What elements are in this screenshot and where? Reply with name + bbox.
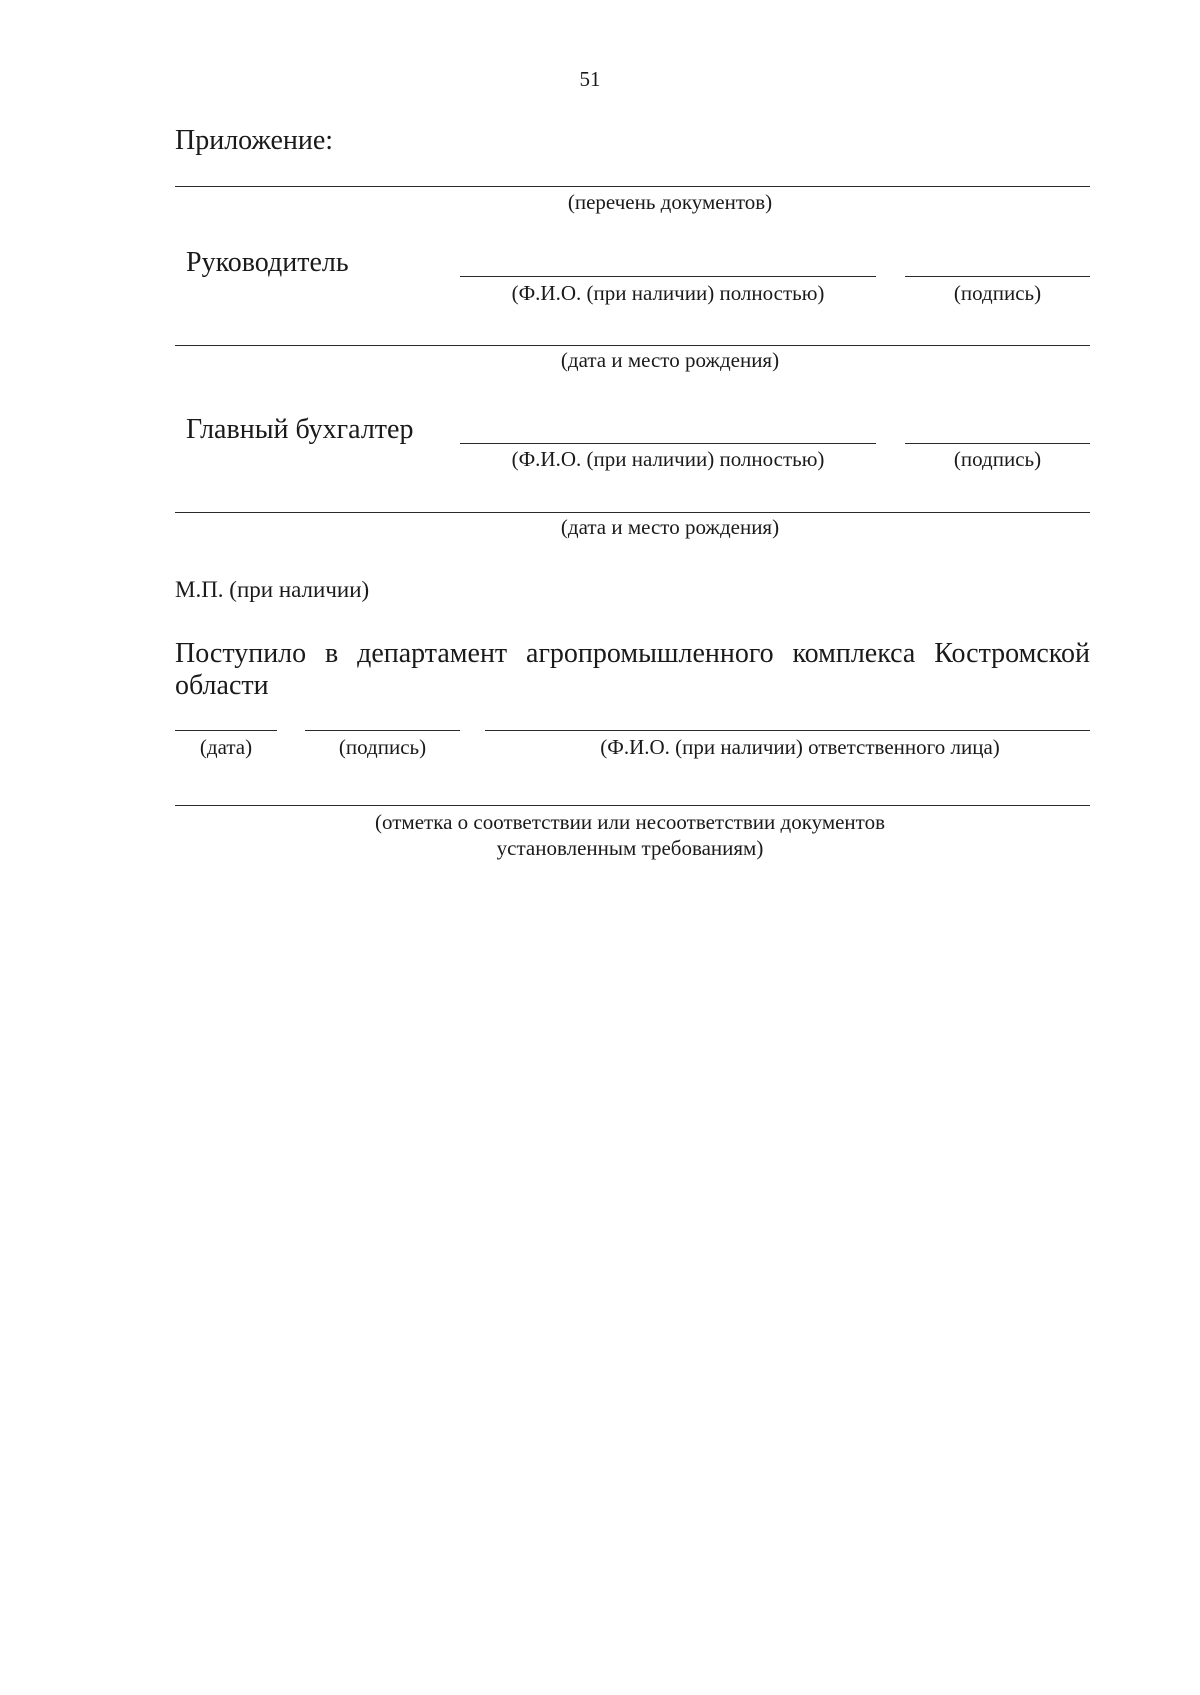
received-date-line[interactable] — [175, 730, 277, 731]
received-word-6: Костромской — [934, 638, 1090, 669]
head-birth-caption: (дата и место рождения) — [560, 348, 780, 372]
received-word-4: агропромышленного — [526, 638, 774, 669]
head-name-line[interactable] — [460, 276, 876, 277]
accountant-name-line[interactable] — [460, 443, 876, 444]
accountant-birth-caption: (дата и место рождения) — [560, 515, 780, 539]
received-word-5: комплекса — [792, 638, 916, 669]
received-person-caption: (Ф.И.О. (при наличии) ответственного лица) — [600, 735, 1000, 759]
accountant-name-caption: (Ф.И.О. (при наличии) полностью) — [511, 447, 825, 471]
compliance-line[interactable] — [175, 805, 1090, 806]
seal-label: М.П. (при наличии) — [175, 577, 370, 602]
attachment-line[interactable] — [175, 186, 1090, 187]
received-word-2: в — [325, 638, 339, 669]
page-number: 51 — [579, 67, 601, 91]
received-person-line[interactable] — [485, 730, 1090, 731]
compliance-caption-line2: установленным требованиям) — [496, 836, 764, 860]
attachment-caption: (перечень документов) — [567, 190, 773, 214]
accountant-signature-caption: (подпись) — [953, 447, 1042, 471]
head-name-caption: (Ф.И.О. (при наличии) полностью) — [511, 281, 825, 305]
received-date-caption: (дата) — [199, 735, 253, 759]
head-birth-line[interactable] — [175, 345, 1090, 346]
accountant-birth-line[interactable] — [175, 512, 1090, 513]
head-title: Руководитель — [186, 247, 349, 278]
received-text-line1 — [175, 637, 1090, 671]
accountant-signature-line[interactable] — [905, 443, 1090, 444]
head-signature-caption: (подпись) — [953, 281, 1042, 305]
head-signature-line[interactable] — [905, 276, 1090, 277]
received-signature-caption: (подпись) — [338, 735, 427, 759]
received-word-3: департамент — [357, 638, 508, 669]
accountant-title: Главный бухгалтер — [186, 414, 414, 445]
attachment-label: Приложение: — [175, 125, 334, 156]
received-text-line2: области — [175, 670, 269, 701]
received-signature-line[interactable] — [305, 730, 460, 731]
received-word-1: Поступило — [175, 638, 307, 669]
compliance-caption-line1: (отметка о соответствии или несоответствии документов — [375, 810, 885, 834]
